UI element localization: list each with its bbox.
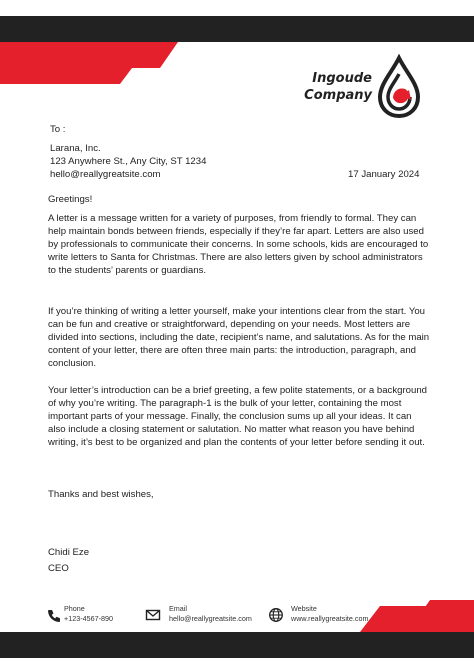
- phone-icon: [46, 608, 62, 624]
- body-paragraph-3: [48, 384, 430, 449]
- website-label: Website: [291, 604, 317, 613]
- paragraph-text: A letter is a message written for a variety of purposes, from friendly to formal. They can help maintain bonds between friends, especially if they’re far apart. Letters are also used by professionals to communicate their concerns. In some schools, kids are encouraged to write letters to Santa for Christmas. There are also letters given by school administrators to the students’ parents or guardians.: [48, 213, 429, 277]
- phone-value: +123-4567-890: [64, 614, 113, 623]
- recipient-name: Larana, Inc.: [50, 143, 101, 154]
- body-paragraph-1: [48, 212, 430, 277]
- company-name-line1: Ingoude: [312, 71, 372, 86]
- to-label: To :: [50, 124, 66, 135]
- greeting: Greetings!: [48, 194, 93, 205]
- paragraph-text: If you’re thinking of writing a letter yourself, make your intentions clear from the start. You can be fun and creative or straightforward, depending on your needs. Most letters are divided into sections, including the date, recipient’s name, and salutations. As for the main content of your letter, there are often three main parts: the introduction, paragraph, and conclusion.: [48, 306, 430, 370]
- signature-name: Chidi Eze: [48, 547, 90, 558]
- header-white-cut: [178, 16, 474, 42]
- signature-title: CEO: [48, 563, 69, 574]
- body-paragraph-2: [48, 305, 430, 370]
- letter-date: 17 January 2024: [348, 169, 420, 180]
- website-value: www.reallygreatsite.com: [291, 614, 369, 623]
- paragraph-text: Your letter’s introduction can be a brief greeting, a few polite statements, or a background of why you’re writing. The paragraph-1 is the bulk of your letter, containing the most important parts of your message. Finally, the conclusion sums up all your ideas. It can also include a closing statement or salutation. No matter what reason you have behind writing, it’s best to be organized and plan the contents of your letter before sending it out.: [48, 385, 428, 449]
- company-name: [300, 70, 372, 104]
- recipient-address: 123 Anywhere St., Any City, ST 1234: [50, 156, 207, 167]
- recipient-email: hello@reallygreatsite.com: [50, 169, 161, 180]
- header-red-band: [0, 42, 178, 68]
- phone-label: Phone: [64, 604, 85, 613]
- drop-logo-icon: [376, 54, 422, 120]
- footer-dark-band: [0, 632, 474, 658]
- header-red-tail: [0, 68, 132, 84]
- email-label: Email: [169, 604, 187, 613]
- closing: Thanks and best wishes,: [48, 489, 154, 500]
- email-value: hello@reallygreatsite.com: [169, 614, 252, 623]
- envelope-icon: [145, 607, 161, 623]
- footer-red-band-2: [360, 606, 474, 632]
- globe-icon: [268, 607, 284, 623]
- company-name-line2: Company: [304, 88, 372, 103]
